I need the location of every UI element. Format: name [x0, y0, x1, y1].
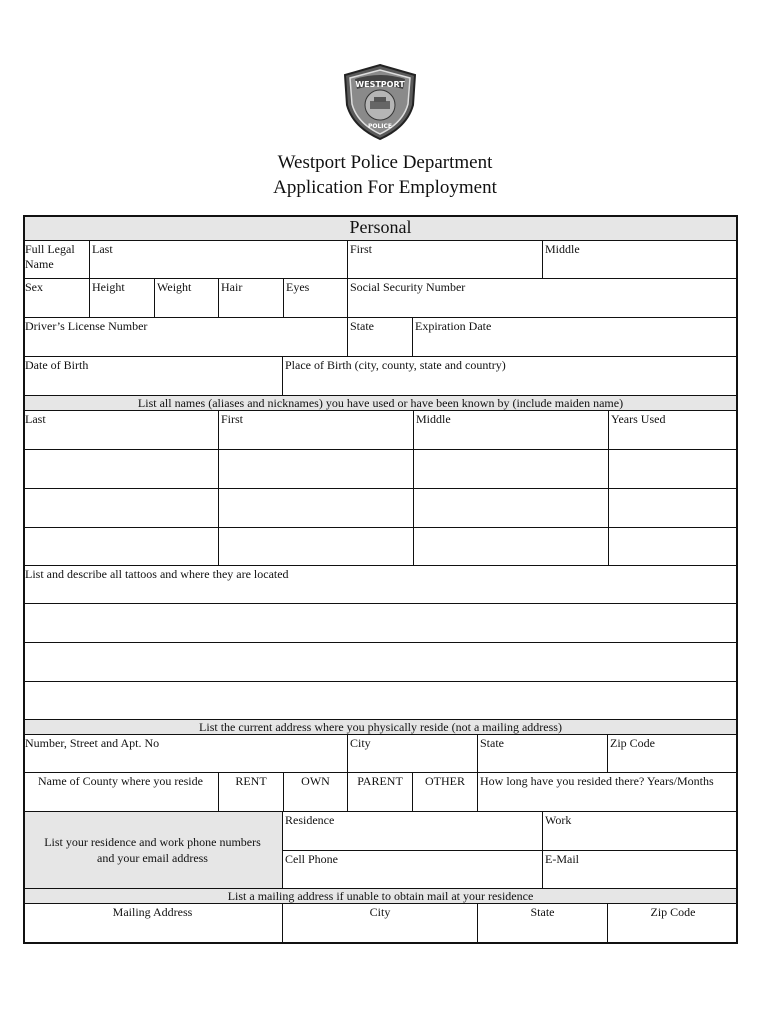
label-other: OTHER — [425, 774, 465, 788]
phone-block — [23, 812, 738, 888]
alias-last-3[interactable] — [23, 489, 218, 527]
label-mailing-address: Mailing Address — [112, 905, 193, 919]
field-email[interactable] — [542, 851, 738, 888]
department-title: Westport Police Department — [277, 152, 493, 173]
label-state: State — [350, 319, 374, 333]
field-street[interactable] — [23, 735, 347, 772]
field-tattoos-4[interactable] — [23, 682, 738, 719]
field-height[interactable] — [89, 279, 154, 317]
tattoo-row — [23, 643, 738, 681]
alias-middle-4[interactable] — [413, 528, 608, 565]
police-badge-logo — [341, 63, 419, 141]
label-alias-first: First — [221, 412, 244, 426]
field-cell-phone[interactable] — [282, 851, 542, 888]
alias-first-2[interactable] — [218, 450, 413, 488]
label-tattoos: List and describe all tattoos and where they are located — [25, 567, 289, 581]
label-address-state: State — [480, 736, 504, 750]
label-place-of-birth: Place of Birth (city, county, state and country) — [285, 358, 506, 372]
field-city[interactable] — [347, 735, 477, 772]
field-expiration-date[interactable] — [412, 318, 738, 356]
label-mailing-zip: Zip Code — [650, 905, 696, 919]
label-drivers-license: Driver’s License Number — [25, 319, 148, 333]
label-own: OWN — [301, 774, 330, 788]
field-sex[interactable] — [23, 279, 89, 317]
alias-first-3[interactable] — [218, 489, 413, 527]
label-zip: Zip Code — [610, 736, 655, 750]
label-years-used: Years Used — [611, 412, 666, 426]
row-full-name — [23, 241, 738, 278]
label-last: Last — [92, 242, 113, 256]
field-how-long[interactable] — [477, 773, 738, 811]
alias-row — [23, 450, 738, 488]
field-tattoos-1[interactable] — [23, 566, 738, 603]
field-eyes[interactable] — [283, 279, 347, 317]
alias-years-3[interactable] — [608, 489, 738, 527]
label-residence: Residence — [285, 813, 335, 827]
label-eyes: Eyes — [286, 280, 310, 294]
label-how-long: How long have you resided there? Years/Months — [480, 774, 714, 788]
field-county[interactable] — [23, 773, 218, 811]
alias-row-header — [23, 411, 738, 449]
alias-row — [23, 489, 738, 527]
row-residence-type — [23, 773, 738, 811]
mailing-instruction: List a mailing address if unable to obtain mail at your residence — [23, 889, 738, 903]
alias-years-1[interactable] — [608, 411, 738, 449]
row-mailing — [23, 904, 738, 942]
label-rent: RENT — [235, 774, 267, 788]
field-weight[interactable] — [154, 279, 218, 317]
label-first: First — [350, 242, 373, 256]
field-zip[interactable] — [607, 735, 738, 772]
field-hair[interactable] — [218, 279, 283, 317]
row-physical — [23, 279, 738, 317]
label-county: Name of County where you reside — [38, 774, 203, 788]
label-city: City — [350, 736, 371, 750]
tattoo-row — [23, 604, 738, 642]
label-alias-middle: Middle — [416, 412, 451, 426]
field-tattoos-3[interactable] — [23, 643, 738, 681]
option-own[interactable] — [283, 773, 347, 811]
label-weight: Weight — [157, 280, 192, 294]
label-street: Number, Street and Apt. No — [25, 736, 160, 750]
field-mailing-zip[interactable] — [607, 904, 738, 942]
option-other[interactable] — [412, 773, 477, 811]
section-personal-title: Personal — [23, 215, 738, 240]
label-hair: Hair — [221, 280, 243, 294]
label-mailing-city: City — [369, 905, 391, 919]
alias-last-4[interactable] — [23, 528, 218, 565]
employment-form — [23, 215, 738, 944]
label-middle: Middle — [545, 242, 580, 256]
badge-bottom-text: POLICE — [367, 123, 393, 130]
tattoo-row — [23, 682, 738, 719]
alias-years-4[interactable] — [608, 528, 738, 565]
label-cell-phone: Cell Phone — [285, 852, 338, 866]
field-ssn[interactable] — [347, 279, 738, 317]
label-date-of-birth: Date of Birth — [25, 358, 89, 372]
alias-last-2[interactable] — [23, 450, 218, 488]
label-height: Height — [92, 280, 125, 294]
field-mailing-state[interactable] — [477, 904, 607, 942]
label-parent: PARENT — [357, 774, 403, 788]
label-mailing-state: State — [530, 905, 555, 919]
label-full-legal-name: Full Legal Name — [25, 242, 75, 271]
field-date-of-birth[interactable] — [23, 357, 282, 395]
field-drivers-license[interactable] — [23, 318, 347, 356]
field-mailing-city[interactable] — [282, 904, 477, 942]
aliases-instruction: List all names (aliases and nicknames) you have used or have been known by (include maiden name) — [23, 396, 738, 410]
field-license-state[interactable] — [347, 318, 412, 356]
label-sex: Sex — [25, 280, 43, 294]
form-title: Application For Employment — [273, 177, 497, 198]
tattoo-row — [23, 566, 738, 603]
phone-instruction-line1: List your residence and work phone numbers — [44, 835, 261, 849]
row-address — [23, 735, 738, 772]
alias-last-1[interactable] — [23, 411, 218, 449]
badge-top-text: WESTPORT — [355, 80, 405, 89]
option-parent[interactable] — [347, 773, 412, 811]
label-email: E-Mail — [545, 852, 579, 866]
field-work-phone[interactable] — [542, 812, 738, 850]
row-license — [23, 318, 738, 356]
field-tattoos-2[interactable] — [23, 604, 738, 642]
field-state[interactable] — [477, 735, 607, 772]
label-alias-last: Last — [25, 412, 46, 426]
alias-first-4[interactable] — [218, 528, 413, 565]
row-birth — [23, 357, 738, 395]
alias-years-2[interactable] — [608, 450, 738, 488]
option-rent[interactable] — [218, 773, 283, 811]
field-mailing-address[interactable] — [23, 904, 282, 942]
field-residence-phone[interactable] — [282, 812, 542, 850]
field-last-name[interactable] — [89, 241, 347, 278]
field-place-of-birth[interactable] — [282, 357, 738, 395]
alias-row — [23, 528, 738, 565]
phone-instruction-line2: and your email address — [97, 851, 208, 865]
alias-first-1[interactable] — [218, 411, 413, 449]
label-expiration-date: Expiration Date — [415, 319, 492, 333]
alias-middle-2[interactable] — [413, 450, 608, 488]
alias-middle-1[interactable] — [413, 411, 608, 449]
alias-middle-3[interactable] — [413, 489, 608, 527]
field-middle-name[interactable] — [542, 241, 738, 278]
address-instruction: List the current address where you physically reside (not a mailing address) — [23, 720, 738, 734]
label-ssn: Social Security Number — [350, 280, 466, 294]
field-first-name[interactable] — [347, 241, 542, 278]
phone-instructions — [23, 812, 282, 888]
label-work: Work — [545, 813, 572, 827]
